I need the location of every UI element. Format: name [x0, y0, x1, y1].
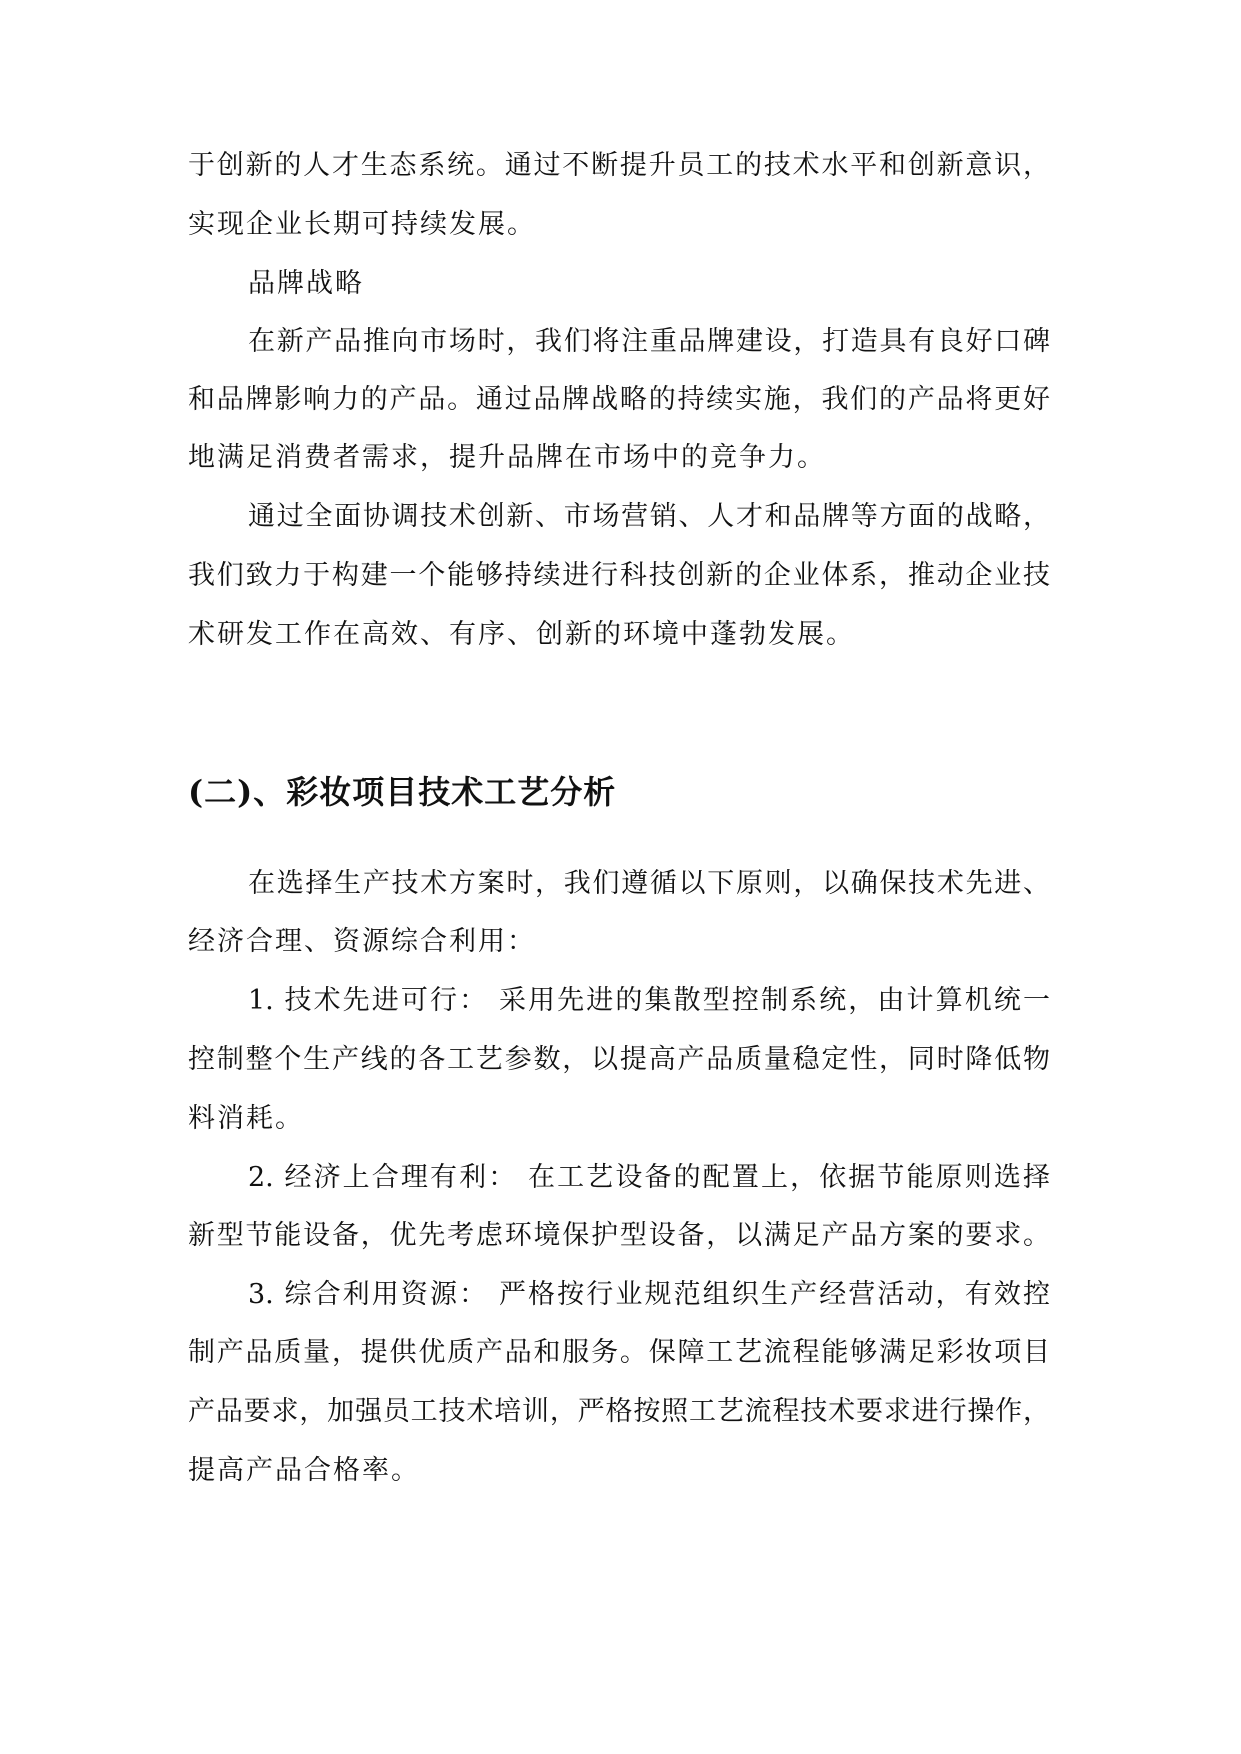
- list-item-line: 产品要求，加强员工技术培训，严格按照工艺流程技术要求进行操作，: [188, 1396, 1050, 1427]
- list-item-line: 新型节能设备，优先考虑环境保护型设备，以满足产品方案的要求。: [188, 1220, 1050, 1251]
- list-item-line: 3. 综合利用资源： 严格按行业规范组织生产经营活动，有效控: [248, 1279, 1050, 1310]
- list-item-line: 1. 技术先进可行： 采用先进的集散型控制系统，由计算机统一: [248, 985, 1050, 1016]
- paragraph-line: 于创新的人才生态系统。通过不断提升员工的技术水平和创新意识，: [188, 150, 1050, 181]
- section-heading: (二)、彩妆项目技术工艺分析: [188, 773, 617, 811]
- paragraph-line: 地满足消费者需求，提升品牌在市场中的竞争力。: [188, 442, 826, 473]
- paragraph-line: 术研发工作在高效、有序、创新的环境中蓬勃发展。: [188, 619, 855, 650]
- list-item-line: 控制整个生产线的各工艺参数，以提高产品质量稳定性，同时降低物: [188, 1044, 1050, 1075]
- paragraph-line: 实现企业长期可持续发展。: [188, 209, 536, 240]
- paragraph-line: 在新产品推向市场时，我们将注重品牌建设，打造具有良好口碑: [248, 326, 1050, 357]
- list-item-line: 提高产品合格率。: [188, 1455, 420, 1486]
- section-label: 品牌战略: [248, 268, 364, 299]
- paragraph-line: 在选择生产技术方案时，我们遵循以下原则，以确保技术先进、: [248, 868, 1050, 899]
- paragraph-line: 经济合理、资源综合利用：: [188, 926, 536, 957]
- paragraph-line: 和品牌影响力的产品。通过品牌战略的持续实施，我们的产品将更好: [188, 384, 1050, 415]
- paragraph-line: 通过全面协调技术创新、市场营销、人才和品牌等方面的战略，: [248, 501, 1050, 532]
- list-item-line: 制产品质量，提供优质产品和服务。保障工艺流程能够满足彩妆项目: [188, 1337, 1050, 1368]
- list-item-line: 料消耗。: [188, 1103, 304, 1134]
- list-item-line: 2. 经济上合理有利： 在工艺设备的配置上，依据节能原则选择: [248, 1162, 1050, 1193]
- paragraph-line: 我们致力于构建一个能够持续进行科技创新的企业体系，推动企业技: [188, 560, 1050, 591]
